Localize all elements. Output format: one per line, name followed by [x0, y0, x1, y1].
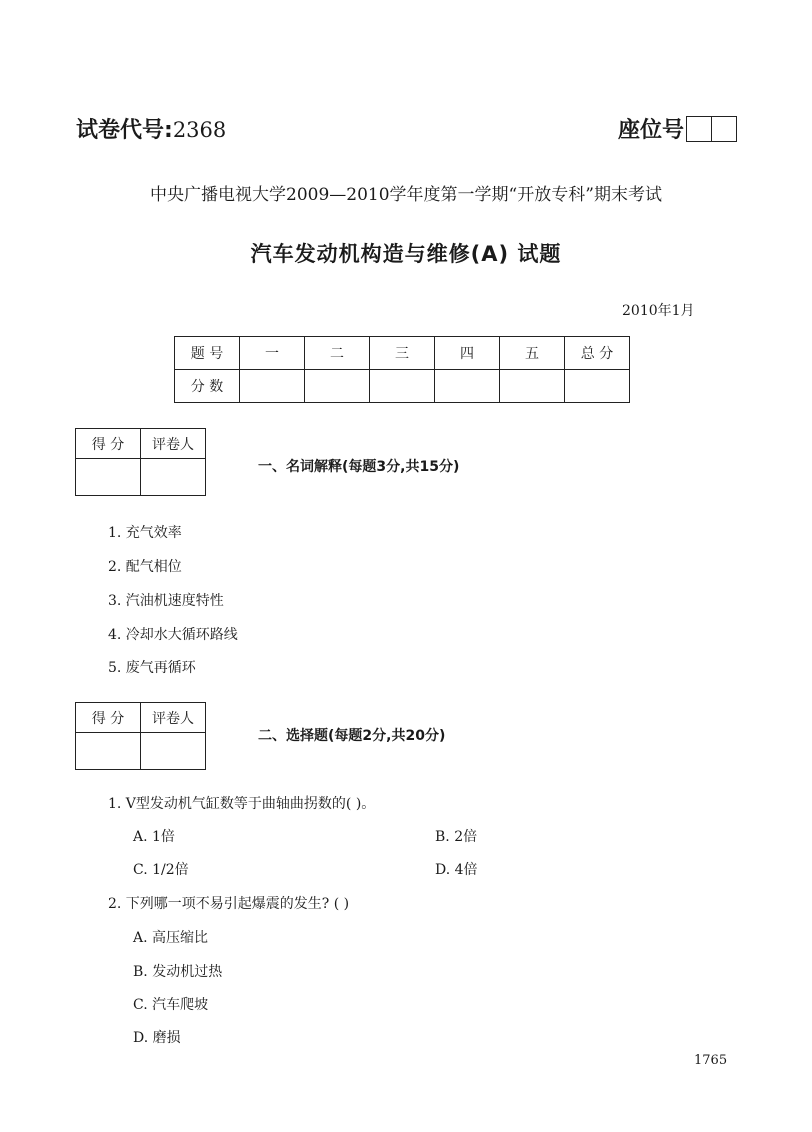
score-table-cell: 三: [370, 337, 435, 370]
seat-number-boxes: [686, 116, 737, 142]
question-option: B. 发动机过热: [133, 964, 223, 980]
question-option: D. 磨损: [133, 1030, 181, 1046]
list-item: 4. 冷却水大循环路线: [108, 627, 238, 643]
score-input-cell[interactable]: [565, 370, 630, 403]
list-item: 2. 配气相位: [108, 559, 182, 575]
exam-title: 汽车发动机构造与维修(A) 试题: [250, 242, 562, 266]
seat-number-label: 座位号: [618, 118, 685, 143]
score-input-cell[interactable]: [240, 370, 305, 403]
question-stem: 1. V型发动机气缸数等于曲轴曲拐数的( )。: [108, 796, 376, 812]
grader-score-label: 得 分: [76, 703, 141, 733]
score-input-cell[interactable]: [305, 370, 370, 403]
grader-name-label: 评卷人: [141, 703, 206, 733]
score-table: [174, 336, 630, 403]
question-option: D. 4倍: [435, 862, 478, 878]
exam-code-label: 试卷代号:: [76, 118, 173, 143]
score-input-cell[interactable]: [435, 370, 500, 403]
question-option: C. 1/2倍: [133, 862, 189, 878]
exam-subtitle: 中央广播电视大学2009—2010学年度第一学期“开放专科”期末考试: [150, 185, 662, 205]
exam-code-value: 2368: [172, 118, 227, 142]
list-item: 5. 废气再循环: [108, 660, 196, 676]
grader-box: [75, 428, 206, 496]
grader-score-label: 得 分: [76, 429, 141, 459]
score-table-cell: 一: [240, 337, 305, 370]
score-table-cell: 题 号: [175, 337, 240, 370]
exam-code: [76, 113, 226, 144]
question-stem: 2. 下列哪一项不易引起爆震的发生? ( ): [108, 896, 350, 912]
section1-title: 一、名词解释(每题3分,共15分): [258, 459, 460, 475]
grader-name-cell[interactable]: [141, 459, 206, 496]
score-table-cell: 四: [435, 337, 500, 370]
grader-score-cell[interactable]: [76, 733, 141, 770]
grader-score-cell[interactable]: [76, 459, 141, 496]
score-input-cell[interactable]: [500, 370, 565, 403]
score-table-cell: 总 分: [565, 337, 630, 370]
page-number: 1765: [694, 1053, 728, 1068]
score-table-score-row: [175, 370, 630, 403]
exam-date: 2010年1月: [622, 303, 695, 319]
grader-name-cell[interactable]: [141, 733, 206, 770]
question-option: C. 汽车爬坡: [133, 997, 209, 1013]
score-input-cell[interactable]: [370, 370, 435, 403]
score-table-cell: 五: [500, 337, 565, 370]
seat-number: [618, 113, 737, 144]
score-table-cell: 二: [305, 337, 370, 370]
question-option: A. 高压缩比: [133, 930, 209, 946]
grader-name-label: 评卷人: [141, 429, 206, 459]
list-item: 3. 汽油机速度特性: [108, 593, 224, 609]
score-table-header-row: [175, 337, 630, 370]
score-table-cell: 分 数: [175, 370, 240, 403]
seat-box: [712, 116, 737, 142]
grader-box: [75, 702, 206, 770]
question-option: B. 2倍: [435, 829, 478, 845]
section2-title: 二、选择题(每题2分,共20分): [258, 728, 446, 744]
question-option: A. 1倍: [133, 829, 175, 845]
seat-box: [686, 116, 712, 142]
list-item: 1. 充气效率: [108, 525, 182, 541]
